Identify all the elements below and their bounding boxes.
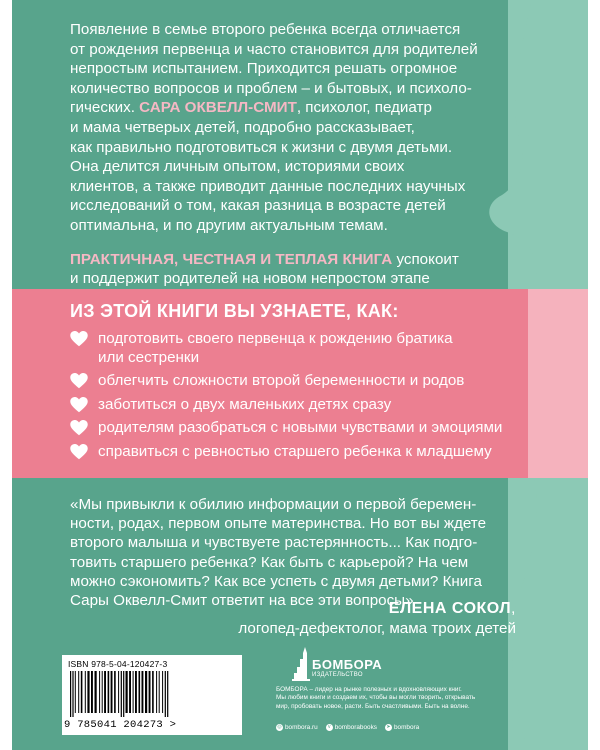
publisher-line: Мы любим книги и создаем их, чтобы вы могли творить, открывать	[276, 694, 476, 702]
book-back-cover	[12, 0, 588, 750]
vk-icon: v	[326, 724, 333, 731]
quote-line: «Мы привыкли к обилию информации о первой беремен-	[70, 496, 477, 513]
barcode-bar	[159, 671, 160, 713]
quote-line: ности, родах, первом опыте материнства. Но вот вы ждете	[70, 515, 487, 533]
description-paragraph-1	[70, 20, 510, 236]
barcode-bar	[108, 671, 110, 713]
quote-text	[70, 495, 530, 610]
publisher-line: мир, пробовать новое, расти. Быть счастливыми. Быть на волне.	[276, 702, 470, 710]
benefit-item	[70, 443, 550, 462]
barcode-bar	[129, 671, 131, 713]
blurb-line: исследований о том, какая разница в возрасте детей	[70, 197, 446, 215]
blurb-line: от рождения первенца и часто становится для родителей	[70, 40, 478, 58]
quote-author	[112, 600, 516, 618]
social-vk[interactable]	[326, 724, 377, 731]
barcode-bar	[133, 671, 134, 713]
barcode-bar	[145, 671, 147, 713]
publisher-socials	[276, 724, 576, 731]
benefits-list	[70, 330, 550, 461]
publisher-name: БОМБОРА	[312, 657, 383, 672]
barcode-bar	[162, 671, 163, 713]
heart-icon	[70, 444, 88, 460]
quote-author-name: ЕЛЕНА СОКОЛ	[388, 600, 512, 617]
telegram-icon: ➤	[386, 724, 391, 730]
heart-icon	[70, 420, 88, 436]
blurb-line: успокоит	[392, 250, 459, 268]
barcode-bar	[102, 671, 103, 713]
description-text	[70, 20, 510, 308]
barcode-bar	[167, 671, 168, 717]
barcode-bar	[91, 671, 93, 713]
publisher-logo	[292, 643, 392, 683]
book-praise-highlight: ПРАКТИЧНАЯ, ЧЕСТНАЯ И ТЕПЛАЯ КНИГА	[70, 250, 393, 268]
benefit-text: справиться с ревностью старшего ребенка к младшему	[98, 442, 492, 460]
publisher-description	[276, 686, 546, 711]
quote-line: Сары Оквелл-Смит ответит на все эти вопросы»	[70, 592, 414, 610]
barcode-bar	[95, 671, 97, 713]
blurb-line: гических.	[70, 99, 140, 117]
heart-icon	[70, 397, 88, 413]
social-label: bombora.ru	[285, 724, 318, 731]
barcode-bar	[121, 671, 122, 717]
blurb-line: как правильно подготовиться к жизни с двумя детьми.	[70, 138, 453, 156]
blurb-line: оптимальна, и по другим актуальным темам.	[70, 216, 388, 234]
blurb-line: и поддержит родителей на новом непростом этапе	[70, 270, 430, 288]
barcode-bar	[135, 671, 137, 713]
barcode-bar	[81, 671, 83, 713]
blurb-line: Появление в семье второго ребенка всегда отличается	[70, 21, 461, 38]
blurb-line: количество вопросов и проблем – и бытовых, и психоло-	[70, 79, 472, 97]
isbn-number: ISBN 978-5-04-120427-3	[68, 659, 168, 669]
social-label: bomborabooks	[334, 724, 377, 731]
barcode-bars	[68, 671, 236, 717]
barcode-bar	[99, 671, 100, 713]
blurb-line: непростым испытанием. Приходится решать огромное	[70, 60, 458, 78]
barcode-bar	[139, 671, 141, 713]
social-label: bombora	[393, 724, 420, 731]
blurb-line: и мама четверых детей, подробно рассказывает,	[70, 118, 415, 136]
benefit-item	[70, 396, 550, 415]
barcode-bar	[78, 671, 79, 713]
barcode-bar	[85, 671, 86, 713]
author-name-highlight: САРА ОКВЕЛЛ-СМИТ	[139, 99, 297, 117]
barcode-bar	[152, 671, 154, 713]
social-telegram[interactable]	[385, 724, 419, 731]
benefit-text: родителям разобраться с новыми чувствами и эмоциями	[98, 419, 503, 436]
heart-icon	[70, 373, 88, 389]
barcode-bar	[70, 671, 71, 717]
quote-author-comma: ,	[511, 600, 516, 617]
barcode-bar	[156, 671, 157, 713]
bombora-logo-icon	[292, 643, 310, 681]
blurb-line: Она делится личным опытом, историями своих	[70, 158, 405, 176]
barcode-bar	[118, 671, 119, 713]
barcode-bar	[87, 671, 89, 713]
barcode-bar	[149, 671, 151, 713]
blurb-line: , психолог, педиатр	[296, 99, 432, 117]
social-website[interactable]	[276, 724, 318, 731]
quote-line: товить старшего ребенка? Как быть с карьерой? На чем	[70, 553, 469, 571]
isbn-barcode	[62, 655, 242, 735]
benefit-text: заботиться о двух маленьких детях сразу	[98, 395, 392, 413]
benefit-text: подготовить своего первенца к рождению братика	[98, 330, 453, 347]
benefit-item	[70, 419, 550, 438]
quote-author-role: логопед-дефектолог, мама троих детей	[238, 620, 516, 637]
publisher-subtitle: ИЗДАТЕЛЬСТВО	[312, 672, 363, 678]
barcode-bar	[72, 671, 73, 717]
barcode-bar	[165, 671, 166, 717]
benefit-item	[70, 330, 550, 367]
benefit-text: или сестренки	[98, 348, 200, 366]
barcode-bar	[126, 671, 128, 713]
barcode-bar	[104, 671, 106, 713]
barcode-bar	[114, 671, 116, 713]
blurb-line: клиентов, а также приводит данные последних научных	[70, 177, 466, 195]
quote-line: второго малыша и чувствуете растерянность... Как подго-	[70, 534, 478, 552]
barcode-bar	[111, 671, 113, 713]
benefit-text: облегчить сложности второй беременности и родов	[98, 372, 465, 389]
review-quote	[70, 495, 530, 610]
globe-icon: ◎	[277, 724, 282, 730]
barcode-bar	[142, 671, 144, 713]
publisher-line: БОМБОРА – лидер на рынке полезных и вдохновляющих книг.	[276, 686, 462, 693]
barcode-digits: 9 785041 204273 >	[64, 719, 177, 731]
barcode-bar	[123, 671, 124, 717]
heart-icon	[70, 331, 88, 347]
barcode-bar	[75, 671, 76, 713]
benefits-title: ИЗ ЭТОЙ КНИГИ ВЫ УЗНАЕТЕ, КАК:	[70, 301, 399, 321]
benefit-item	[70, 372, 550, 391]
quote-line: можно сэкономить? Как все успеть с двумя детьми? Книга	[70, 572, 482, 590]
